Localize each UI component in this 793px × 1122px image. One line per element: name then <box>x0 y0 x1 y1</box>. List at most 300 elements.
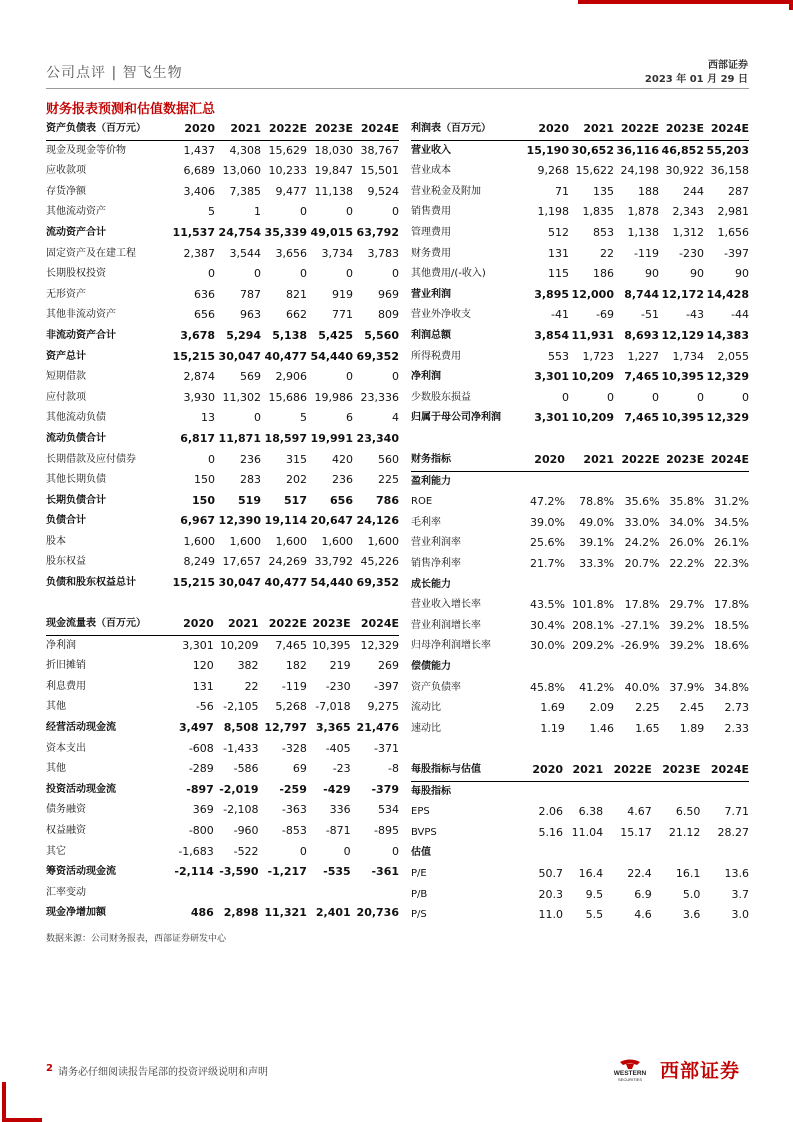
cell-value: 2,401 <box>315 906 351 920</box>
cell-value: 188 <box>638 184 659 198</box>
cell-value: 40,477 <box>264 576 307 590</box>
cell-value: 40.0% <box>624 680 660 694</box>
row-label: 现金净增加额 <box>46 907 106 919</box>
logo-en-line1: WESTERN <box>613 1070 647 1077</box>
cell-value: 36,116 <box>616 143 659 157</box>
cell-value: 4.6 <box>634 908 652 922</box>
row-label: 营业收入 <box>411 144 451 156</box>
table-row <box>46 759 399 780</box>
cell-value: 135 <box>593 184 614 198</box>
table-header-row <box>411 760 749 781</box>
cell-value: 20.3 <box>538 887 564 901</box>
cell-value: 287 <box>728 184 749 198</box>
cell-value: 3,854 <box>534 328 569 342</box>
cell-value: 2.25 <box>635 701 660 715</box>
row-label: 筹资活动现金流 <box>46 866 116 878</box>
cell-value: -3,590 <box>219 865 259 879</box>
cell-value: 5,268 <box>275 700 307 714</box>
cell-value <box>614 575 660 596</box>
year-header: 2023E <box>659 119 704 140</box>
cell-value: 919 <box>332 287 353 301</box>
cell-value <box>214 883 259 904</box>
table-row <box>46 470 399 491</box>
table-row <box>411 802 749 823</box>
cell-value: 69 <box>292 762 307 776</box>
cell-value: 19,847 <box>314 164 353 178</box>
cell-value <box>351 883 399 904</box>
cell-value: -363 <box>281 803 307 817</box>
cell-value <box>603 781 652 802</box>
cell-value <box>700 843 749 864</box>
row-label: 折旧摊销 <box>46 660 86 672</box>
cell-value <box>614 657 660 678</box>
cell-value: 17.8% <box>624 598 660 612</box>
cell-value: 11,537 <box>172 225 215 239</box>
cell-value: 69,352 <box>356 349 399 363</box>
cell-value: 3,678 <box>180 328 215 342</box>
cell-value: 12,129 <box>661 328 704 342</box>
table-row <box>411 408 749 429</box>
cell-value: 39.1% <box>579 536 615 550</box>
row-label: 其他费用/(-收入) <box>411 268 486 280</box>
cell-value: 12,329 <box>360 638 399 652</box>
row-label: 其他长期负债 <box>46 474 106 486</box>
cell-value: 3,783 <box>367 246 399 260</box>
row-label: 权益融资 <box>46 824 86 836</box>
year-header: 2020 <box>524 760 563 781</box>
cell-value: 13 <box>201 411 215 425</box>
cell-value: 315 <box>286 452 307 466</box>
cell-value: 420 <box>332 452 353 466</box>
cell-value: 382 <box>237 659 259 673</box>
table-row <box>46 305 399 326</box>
row-label: 固定资产及在建工程 <box>46 247 136 259</box>
cell-value <box>704 657 749 678</box>
cell-value: 5 <box>208 205 215 219</box>
table-row <box>411 864 749 885</box>
cell-value: 20,647 <box>310 514 353 528</box>
cell-value: 0 <box>697 390 704 404</box>
cell-value: 6,967 <box>180 514 215 528</box>
cell-value: 4 <box>392 411 399 425</box>
year-header: 2020 <box>524 450 565 471</box>
cell-value <box>524 657 565 678</box>
cell-value: 269 <box>378 659 399 673</box>
table-row <box>411 781 749 802</box>
cell-value: 5.16 <box>538 825 564 839</box>
table-row <box>411 843 749 864</box>
cell-value: -7,018 <box>315 700 351 714</box>
cell-value: 12,329 <box>706 370 749 384</box>
cell-value: 1.19 <box>540 721 565 735</box>
table-row <box>411 513 749 534</box>
cell-value: -361 <box>371 865 399 879</box>
cell-value: 486 <box>190 906 214 920</box>
financial-ratios-table <box>411 450 749 739</box>
cell-value: 809 <box>378 308 399 322</box>
year-header: 2024E <box>704 450 749 471</box>
cell-value: 11,138 <box>314 184 353 198</box>
table-row <box>411 657 749 678</box>
corner-decoration-top <box>578 0 793 10</box>
cell-value: 30,047 <box>218 576 261 590</box>
cell-value: -895 <box>374 823 399 837</box>
cell-value: 636 <box>194 287 215 301</box>
table-row <box>411 678 749 699</box>
cell-value: 10,395 <box>661 411 704 425</box>
cell-value: -608 <box>188 741 214 755</box>
row-label: 营业成本 <box>411 165 451 177</box>
cell-value: 6,817 <box>180 431 215 445</box>
cell-value: 1,878 <box>627 205 659 219</box>
row-label: P/E <box>411 867 427 879</box>
cell-value: 1.65 <box>635 721 660 735</box>
cell-value: 8,693 <box>624 328 659 342</box>
cell-value: 8,744 <box>624 287 659 301</box>
cell-value: -1,683 <box>178 844 214 858</box>
cell-value: 16.1 <box>675 866 701 880</box>
year-header: 2020 <box>169 119 215 140</box>
cell-value: 0 <box>208 267 215 281</box>
cell-value <box>524 843 563 864</box>
year-header: 2022E <box>261 119 307 140</box>
cell-value: -429 <box>323 782 351 796</box>
row-label: 销售费用 <box>411 206 451 218</box>
table-row <box>411 636 749 657</box>
row-label: 其他 <box>46 701 66 713</box>
row-label: 流动负债合计 <box>46 432 106 444</box>
cell-value: 1,723 <box>582 349 614 363</box>
table-row <box>46 862 399 883</box>
cell-value: -230 <box>679 246 704 260</box>
cell-value: -41 <box>551 308 569 322</box>
cell-value: -43 <box>686 308 704 322</box>
cell-value <box>307 883 351 904</box>
logo-cn-text: 西部证券 <box>660 1060 741 1082</box>
row-label: EPS <box>411 806 430 818</box>
table-row <box>411 492 749 513</box>
cell-value: 202 <box>286 473 307 487</box>
cell-value: 0 <box>346 205 353 219</box>
cell-value: 5,425 <box>318 328 353 342</box>
cell-value: 11,931 <box>571 328 614 342</box>
row-label: 所得税费用 <box>411 350 461 362</box>
year-header: 2024E <box>704 119 749 140</box>
year-header: 2023E <box>307 119 353 140</box>
cash-flow-table <box>46 614 399 924</box>
row-label: 资本支出 <box>46 742 86 754</box>
row-label: 营业利润率 <box>411 537 461 549</box>
cell-value: -2,105 <box>223 700 259 714</box>
cell-value: 1,227 <box>627 349 659 363</box>
table-row <box>46 285 399 306</box>
cell-value: 0 <box>392 370 399 384</box>
cell-value: 2,981 <box>717 205 749 219</box>
cell-value: 49.0% <box>579 515 615 529</box>
table-header-row <box>411 119 749 140</box>
cell-value <box>660 471 705 492</box>
row-label: 利润总额 <box>411 329 451 341</box>
cell-value: 24,126 <box>356 514 399 528</box>
cell-value: 30,922 <box>665 164 704 178</box>
cell-value: -119 <box>634 246 659 260</box>
table-row <box>46 511 399 532</box>
cell-value: 150 <box>192 493 215 507</box>
disclaimer-text: 请务必仔细阅读报告尾部的投资评级说明和声明 <box>58 1067 268 1078</box>
cell-value: -56 <box>195 700 214 714</box>
table-row <box>46 202 399 223</box>
cell-value: 90 <box>735 267 749 281</box>
cell-value: 1,734 <box>672 349 704 363</box>
cell-value <box>704 575 749 596</box>
cell-value: 5,560 <box>364 328 399 342</box>
header-divider <box>46 88 749 89</box>
cell-value: 853 <box>593 225 614 239</box>
cell-value: -2,114 <box>174 865 214 879</box>
cell-value: 23,340 <box>356 431 399 445</box>
cell-value: 969 <box>378 287 399 301</box>
cell-value <box>259 883 307 904</box>
cell-value: 13,060 <box>222 164 261 178</box>
year-header: 2022E <box>614 119 659 140</box>
cell-value: 12,000 <box>571 287 614 301</box>
cell-value: 35,339 <box>264 225 307 239</box>
cell-value: 14,428 <box>706 287 749 301</box>
cell-value: -51 <box>641 308 659 322</box>
cell-value: 24,198 <box>620 164 659 178</box>
cell-value: 29.7% <box>669 598 705 612</box>
cell-value: 24,269 <box>268 555 307 569</box>
brand-name: 西部证券 <box>708 60 748 71</box>
cell-value: 0 <box>254 411 261 425</box>
table-row <box>46 244 399 265</box>
cell-value: 219 <box>329 659 351 673</box>
year-header: 2024E <box>351 614 399 635</box>
cell-value: 11,302 <box>222 390 261 404</box>
row-label: 营业利润 <box>411 288 451 300</box>
cell-value: 69,352 <box>356 576 399 590</box>
cell-value: 0 <box>392 205 399 219</box>
cell-value: 2,055 <box>717 349 749 363</box>
cell-value: 10,233 <box>268 164 307 178</box>
cell-value: 33.3% <box>579 556 615 570</box>
cell-value: -230 <box>325 679 351 693</box>
table-row <box>411 264 749 285</box>
cell-value: 512 <box>548 225 569 239</box>
cell-value: 20,736 <box>356 906 399 920</box>
cell-value: 1.46 <box>589 721 615 735</box>
cell-value: 3,301 <box>182 638 214 652</box>
table-title: 利润表（百万元） <box>411 119 524 140</box>
table-row <box>46 388 399 409</box>
cell-value: 0 <box>254 267 261 281</box>
cell-value: 47.2% <box>529 495 565 509</box>
cell-value: 10,209 <box>571 370 614 384</box>
cell-value: 63,792 <box>356 225 399 239</box>
cell-value: 22.3% <box>714 556 749 570</box>
cell-value: 26.1% <box>714 536 749 550</box>
cell-value: 9,275 <box>367 700 399 714</box>
cell-value <box>524 781 563 802</box>
table-row <box>411 202 749 223</box>
year-header: 2023E <box>660 450 705 471</box>
cell-value: -44 <box>731 308 749 322</box>
cell-value: 20.7% <box>624 556 660 570</box>
cell-value: 7,465 <box>624 370 659 384</box>
page-number: 2 <box>46 1063 53 1074</box>
cell-value: 1,437 <box>183 143 215 157</box>
cell-value: 18.6% <box>714 639 749 653</box>
row-label: P/S <box>411 909 427 921</box>
cell-value <box>565 657 614 678</box>
cell-value: -871 <box>325 823 351 837</box>
cell-value: 31.2% <box>714 495 749 509</box>
cell-value: 12,797 <box>264 720 307 734</box>
row-label: 成长能力 <box>411 578 451 590</box>
cell-value: 771 <box>332 308 353 322</box>
cell-value: 54,440 <box>310 349 353 363</box>
cell-value: 1,312 <box>672 225 704 239</box>
cell-value: -27.1% <box>620 618 660 632</box>
table-row <box>411 244 749 265</box>
row-label: 归母净利润增长率 <box>411 640 491 652</box>
cell-value: 15,686 <box>268 390 307 404</box>
table-row <box>46 264 399 285</box>
cell-value: 33.0% <box>624 515 660 529</box>
table-row <box>411 698 749 719</box>
cell-value: 11.04 <box>571 825 604 839</box>
corner-decoration-bottom <box>2 1082 6 1122</box>
cell-value: 3,497 <box>178 720 214 734</box>
cell-value <box>565 575 614 596</box>
cell-value: 22 <box>600 246 614 260</box>
row-label: 估值 <box>411 847 431 859</box>
table-row <box>411 140 749 161</box>
row-label: 营业外净收支 <box>411 309 471 321</box>
row-label: 净利润 <box>46 639 76 651</box>
year-header: 2021 <box>563 760 603 781</box>
cell-value: 786 <box>376 493 399 507</box>
cell-value: 656 <box>330 493 353 507</box>
table-row <box>46 739 399 760</box>
cell-value: 35.8% <box>669 495 705 509</box>
cell-value: 517 <box>284 493 307 507</box>
cell-value: -289 <box>188 762 214 776</box>
cell-value: 78.8% <box>579 495 615 509</box>
cell-value <box>652 781 701 802</box>
cell-value: -119 <box>281 679 307 693</box>
cell-value <box>704 471 749 492</box>
table-row <box>46 903 399 924</box>
row-label: 无形资产 <box>46 288 86 300</box>
cell-value: 3.6 <box>682 908 701 922</box>
cell-value: 9.5 <box>585 887 604 901</box>
cell-value: 90 <box>645 267 659 281</box>
cell-value: 40,477 <box>264 349 307 363</box>
cell-value: 2,874 <box>183 370 215 384</box>
table-row <box>46 780 399 801</box>
table-row <box>46 326 399 347</box>
table-title: 每股指标与估值 <box>411 760 524 781</box>
section-title: 财务报表预测和估值数据汇总 <box>46 102 216 117</box>
table-row <box>46 883 399 904</box>
cell-value: 1,835 <box>582 205 614 219</box>
cell-value: 0 <box>208 452 215 466</box>
table-row <box>411 285 749 306</box>
row-label: 资产负债率 <box>411 681 461 693</box>
cell-value: 5.0 <box>682 887 701 901</box>
row-label: 资产总计 <box>46 350 86 362</box>
cell-value: 963 <box>240 308 261 322</box>
cell-value <box>169 883 214 904</box>
cell-value: -26.9% <box>620 639 660 653</box>
cell-value: 46,852 <box>661 143 704 157</box>
cell-value: 8,508 <box>223 720 259 734</box>
cell-value: 150 <box>194 473 215 487</box>
cell-value: 534 <box>378 803 399 817</box>
cell-value: 3,301 <box>534 411 569 425</box>
cell-value <box>660 657 705 678</box>
cell-value: 18,030 <box>314 143 353 157</box>
corner-decoration-bottom-h <box>2 1118 42 1122</box>
cell-value: 336 <box>329 803 351 817</box>
table-header-row <box>46 119 399 140</box>
table-row <box>46 429 399 450</box>
table-row <box>411 161 749 182</box>
cell-value: 21.7% <box>529 556 565 570</box>
cell-value: -2,019 <box>219 782 259 796</box>
cell-value: 208.1% <box>572 618 615 632</box>
cell-value: 15,215 <box>172 576 215 590</box>
year-header: 2021 <box>215 119 261 140</box>
cell-value: 0 <box>562 390 569 404</box>
cell-value: 11.0 <box>538 908 564 922</box>
cell-value: -522 <box>233 844 259 858</box>
cell-value: 50.7 <box>538 866 564 880</box>
row-label: 流动资产合计 <box>46 226 106 238</box>
cell-value: -960 <box>233 823 259 837</box>
cell-value: 283 <box>240 473 261 487</box>
cell-value: 1 <box>254 205 261 219</box>
row-label: 其他 <box>46 763 66 775</box>
table-row <box>411 223 749 244</box>
row-label: 投资活动现金流 <box>46 783 116 795</box>
row-label: 财务费用 <box>411 247 451 259</box>
cell-value: -1,217 <box>267 865 307 879</box>
cell-value: 15,622 <box>575 164 614 178</box>
cell-value: 6.9 <box>634 887 652 901</box>
table-row <box>411 905 749 926</box>
table-row <box>411 823 749 844</box>
table-row <box>411 305 749 326</box>
logo-en-line2: SECURITIES <box>617 1077 643 1082</box>
cell-value: -397 <box>374 679 399 693</box>
row-label: 其他流动负债 <box>46 412 106 424</box>
cell-value: 39.2% <box>669 618 705 632</box>
cell-value: 662 <box>286 308 307 322</box>
cell-value <box>524 471 565 492</box>
cell-value <box>563 781 603 802</box>
cell-value: 244 <box>683 184 704 198</box>
cell-value: 39.2% <box>669 639 705 653</box>
cell-value: 1,138 <box>627 225 659 239</box>
table-row <box>46 821 399 842</box>
cell-value: 0 <box>652 390 659 404</box>
cell-value: 1,600 <box>183 534 215 548</box>
cell-value <box>652 843 701 864</box>
year-header: 2021 <box>569 119 614 140</box>
cell-value: -379 <box>371 782 399 796</box>
